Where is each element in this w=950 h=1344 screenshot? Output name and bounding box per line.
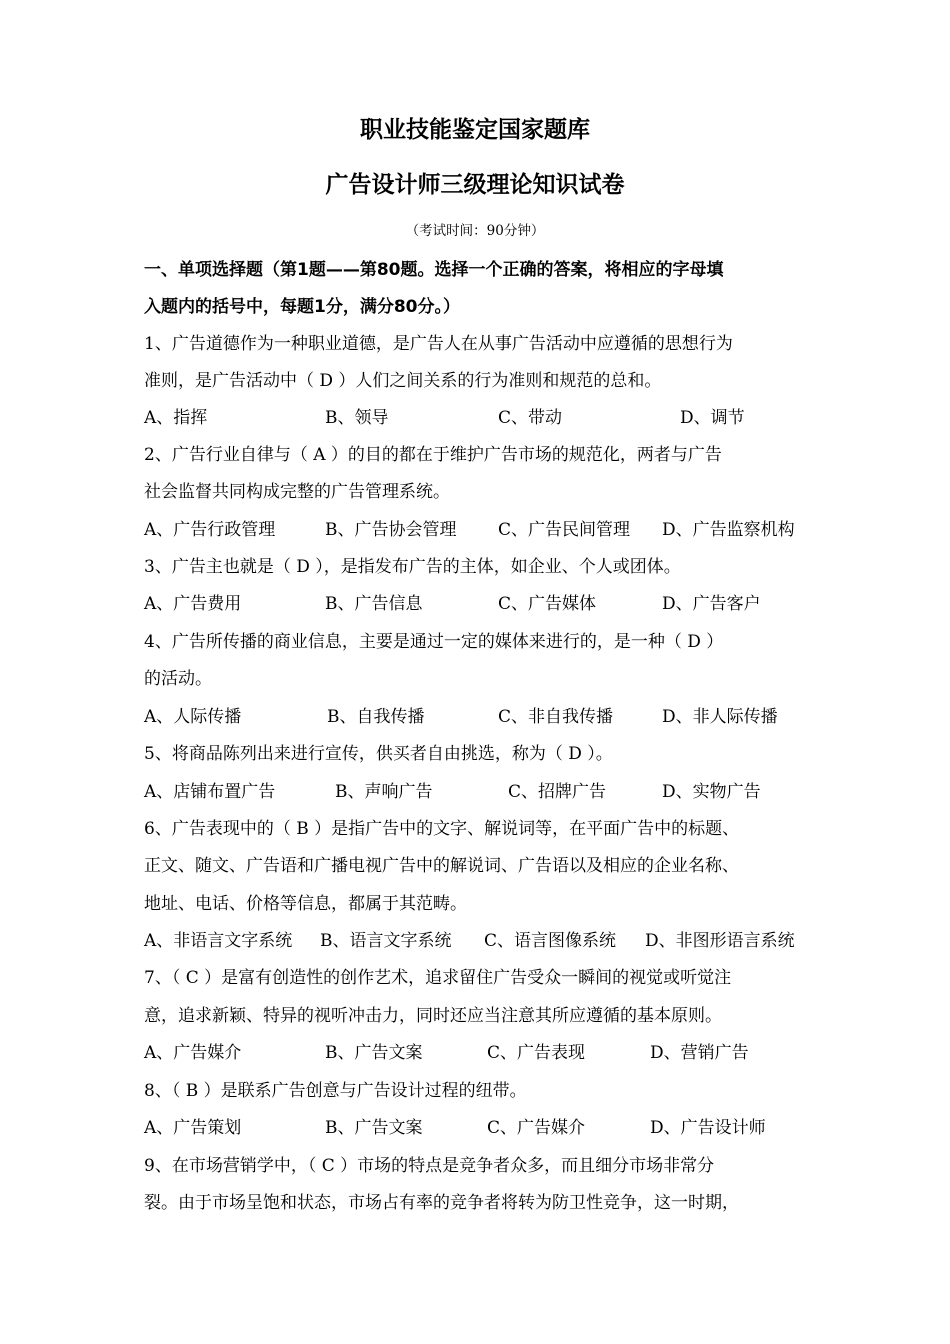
question-4-option-a: A、人际传播 — [144, 707, 242, 727]
question-1-option-c: C、带动 — [498, 408, 563, 428]
question-8-line-1: 8、（ B ）是联系广告创意与广告设计过程的纽带。 — [144, 1081, 527, 1101]
question-3-option-b: B、广告信息 — [325, 594, 423, 614]
question-7-option-d: D、营销广告 — [650, 1043, 749, 1063]
question-3-option-a: A、广告费用 — [144, 594, 242, 614]
title-line-2: 广告设计师三级理论知识试卷 — [325, 172, 625, 198]
question-5-option-c: C、招牌广告 — [508, 782, 607, 802]
question-6-line-1: 6、广告表现中的（ B ）是指广告中的文字、解说词等，在平面广告中的标题、 — [144, 819, 740, 839]
question-1-option-a: A、指挥 — [144, 408, 208, 428]
exam-time: （考试时间：90分钟） — [405, 223, 545, 239]
question-8-option-c: C、广告媒介 — [487, 1118, 586, 1138]
question-9-line-2: 裂。由于市场呈饱和状态，市场占有率的竞争者将转为防卫性竞争，这一时期， — [144, 1193, 739, 1213]
question-6-option-a: A、非语言文字系统 — [144, 931, 293, 951]
question-7-line-2: 意，追求新颖、特异的视听冲击力，同时还应当注意其所应遵循的基本原则。 — [144, 1006, 722, 1026]
question-5-line-1: 5、将商品陈列出来进行宣传，供买者自由挑选，称为（ D ）。 — [144, 744, 613, 764]
question-6-line-3: 地址、电话、价格等信息，都属于其范畴。 — [144, 894, 467, 914]
question-6-option-b: B、语言文字系统 — [320, 931, 452, 951]
question-2-line-1: 2、广告行业自律与（ A ）的目的都在于维护广告市场的规范化，两者与广告 — [144, 445, 722, 465]
question-5-option-d: D、实物广告 — [662, 782, 761, 802]
question-4-option-c: C、非自我传播 — [498, 707, 614, 727]
question-6-line-2: 正文、随文、广告语和广播电视广告中的解说词、广告语以及相应的企业名称、 — [144, 856, 739, 876]
question-1-option-d: D、调节 — [680, 408, 745, 428]
question-7-option-c: C、广告表现 — [487, 1043, 586, 1063]
question-2-option-b: B、广告协会管理 — [325, 520, 457, 540]
question-2-option-c: C、广告民间管理 — [498, 520, 631, 540]
question-2-option-a: A、广告行政管理 — [144, 520, 276, 540]
question-7-line-1: 7、（ C ）是富有创造性的创作艺术，追求留住广告受众一瞬间的视觉或听觉注 — [144, 968, 732, 988]
question-6-option-c: C、语言图像系统 — [484, 931, 617, 951]
question-3-line-1: 3、广告主也就是（ D ），是指发布广告的主体，如企业、个人或团体。 — [144, 557, 681, 577]
question-1-line-2: 准则，是广告活动中（ D ）人们之间关系的行为准则和规范的总和。 — [144, 371, 662, 391]
question-4-option-d: D、非人际传播 — [662, 707, 778, 727]
question-2-option-d: D、广告监察机构 — [662, 520, 795, 540]
title-line-1: 职业技能鉴定国家题库 — [360, 117, 590, 143]
question-1-line-1: 1、广告道德作为一种职业道德，是广告人在从事广告活动中应遵循的思想行为 — [144, 334, 733, 354]
question-8-option-d: D、广告设计师 — [650, 1118, 766, 1138]
question-5-option-b: B、声响广告 — [335, 782, 433, 802]
question-4-option-b: B、自我传播 — [327, 707, 425, 727]
question-8-option-a: A、广告策划 — [144, 1118, 242, 1138]
question-7-option-a: A、广告媒介 — [144, 1043, 242, 1063]
question-7-option-b: B、广告文案 — [325, 1043, 423, 1063]
section-heading-line-1: 一、单项选择题（第1题——第80题。选择一个正确的答案，将相应的字母填 — [144, 260, 724, 280]
question-9-line-1: 9、在市场营销学中，（ C ）市场的特点是竞争者众多，而且细分市场非常分 — [144, 1156, 715, 1176]
question-6-option-d: D、非图形语言系统 — [645, 931, 795, 951]
section-heading-line-2: 入题内的括号中，每题1分，满分80分。） — [144, 297, 460, 317]
question-5-option-a: A、店铺布置广告 — [144, 782, 276, 802]
question-1-option-b: B、领导 — [325, 408, 389, 428]
question-3-option-d: D、广告客户 — [662, 594, 761, 614]
question-2-line-2: 社会监督共同构成完整的广告管理系统。 — [144, 482, 450, 502]
question-4-line-1: 4、广告所传播的商业信息，主要是通过一定的媒体来进行的，是一种（ D ） — [144, 632, 724, 652]
question-3-option-c: C、广告媒体 — [498, 594, 597, 614]
question-4-line-2: 的活动。 — [144, 669, 212, 689]
question-8-option-b: B、广告文案 — [325, 1118, 423, 1138]
